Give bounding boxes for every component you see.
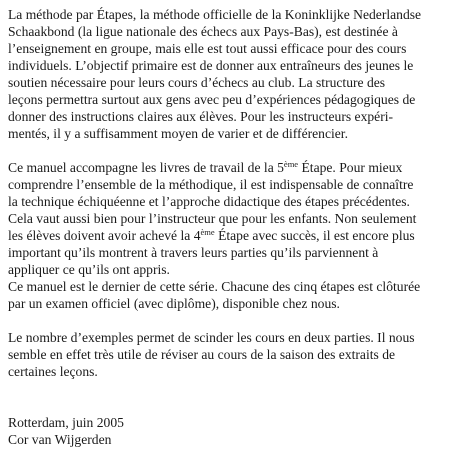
text-fragment: Étape. Pour mieux (298, 160, 403, 175)
text-line: mentés, il y a suffisamment moyen de varier et de différencier. (8, 126, 348, 141)
text-line (8, 227, 448, 244)
text-line: comprendre l’ensemble de la méthodique, il est indispensable de connaître (8, 177, 414, 192)
text-line: l’enseignement en groupe, mais elle est tout aussi efficace pour des cours (8, 41, 407, 56)
place-date: Rotterdam, juin 2005 (8, 415, 124, 430)
document-page (8, 6, 448, 448)
text-line: Ce manuel est le dernier de cette série. Chacune des cinq étapes est clôturée (8, 279, 421, 294)
text-line: appliquer ce qu’ils ont appris. (8, 262, 170, 277)
series-paragraph (8, 278, 448, 312)
text-line: donner des instructions claires aux élèves. Pour les instructeurs expéri- (8, 109, 394, 124)
text-line: la technique échiquéenne et l’approche didactique des étapes précédentes. (8, 194, 410, 209)
superscript-ordinal: ème (283, 159, 299, 169)
superscript-ordinal: ème (200, 227, 215, 237)
manual-paragraph (8, 159, 448, 278)
text-line: Schaakbond (la ligue nationale des échecs aux Pays-Bas), est destinée à (8, 24, 398, 39)
text-line: soutien nécessaire pour leurs cours d’échecs au club. La structure des (8, 75, 386, 90)
signature-block (8, 414, 448, 448)
text-fragment: Étape avec succès, il est encore plus (214, 228, 415, 243)
text-line: Cela vaut aussi bien pour l’instructeur que pour les enfants. Non seulement (8, 211, 417, 226)
text-line: certaines leçons. (8, 364, 98, 379)
text-line: individuels. L’objectif primaire est de donner aux entraîneurs des jeunes le (8, 58, 414, 73)
text-line (8, 159, 448, 176)
text-line: leçons permettra surtout aux gens avec peu d’expériences pédagogiques de (8, 92, 416, 107)
text-fragment: les élèves doivent avoir achevé la 4 (8, 228, 201, 243)
text-line: semble en effet très utile de réviser au cours de la saison des extraits de (8, 347, 396, 362)
text-line: important qu’ils montrent à travers leurs parties qu’ils parviennent à (8, 245, 379, 260)
text-line: par un examen officiel (avec diplôme), disponible chez nous. (8, 296, 340, 311)
intro-paragraph (8, 6, 448, 142)
text-line: Le nombre d’exemples permet de scinder les cours en deux parties. Il nous (8, 330, 415, 345)
text-line: La méthode par Étapes, la méthode officielle de la Koninklijke Nederlandse (8, 7, 422, 22)
text-fragment: Ce manuel accompagne les livres de travail de la 5 (8, 160, 284, 175)
author-name: Cor van Wijgerden (8, 432, 112, 447)
examples-paragraph (8, 329, 448, 380)
